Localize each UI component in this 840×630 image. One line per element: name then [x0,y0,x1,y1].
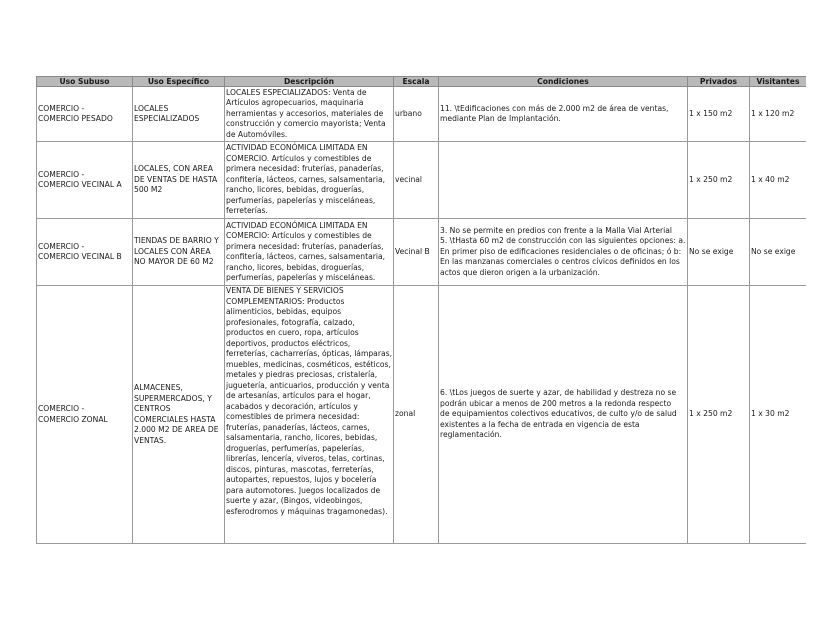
cell-privados: 1 x 150 m2 [688,87,750,142]
cell-subuso: COMERCIO - COMERCIO ZONAL [37,286,133,544]
cell-especifico: LOCALES, CON AREA DE VENTAS DE HASTA 500 M2 [133,142,225,219]
cell-escala: zonal [394,286,439,544]
table-row [37,286,807,544]
cell-visitantes: 1 x 30 m2 [750,286,807,544]
header-escala: Escala [394,77,439,87]
cell-visitantes: No se exige [750,219,807,286]
header-condiciones: Condiciones [439,77,688,87]
cell-especifico: LOCALES ESPECIALIZADOS [133,87,225,142]
cell-descripcion: LOCALES ESPECIALIZADOS: Venta de Artículos agropecuarios, maquinaria herramientas y accesorios, materiales de construcción y comercio mayorista; Venta de Automóviles. [225,87,394,142]
header-descripcion: Descripción [225,77,394,87]
cell-escala: vecinal [394,142,439,219]
cell-condiciones: 3. No se permite en predios con frente a la Malla Vial Arterial 5. \tHasta 60 m2 de construcción con las siguientes opciones: a. En primer piso de edificaciones residenciales o de oficinas; ó b: En las manzanas comerciales o centros cívicos definidos en los actos que dieron origen a la urbanización. [439,219,688,286]
cell-especifico: TIENDAS DE BARRIO Y LOCALES CON ÁREA NO MAYOR DE 60 M2 [133,219,225,286]
cell-subuso: COMERCIO - COMERCIO PESADO [37,87,133,142]
cell-escala: Vecinal B [394,219,439,286]
cell-privados: No se exige [688,219,750,286]
cell-privados: 1 x 250 m2 [688,142,750,219]
cell-descripcion: VENTA DE BIENES Y SERVICIOS COMPLEMENTARIOS: Productos alimenticios, bebidas, equipos profesionales, fotografía, calzado, productos en cuero, ropa, artículos deportivos, productos eléctricos, ferreterías, cacharrerías, ópticas, lámparas, muebles, medicinas, cosméticos, estéticos, metales y piedras preciosas, cristalería, juguetería, anticuarios, producción y venta de artesanías, artículos para el hogar, acabados y decoración, artículos y comestibles de primera necesidad: fruterías, panaderías, lácteos, carnes, salsamentaria, rancho, licores, bebidas, droguerías, perfumerías, papelerías, librerías, lencería, viveros, telas, cortinas, discos, pinturas, mascotas, ferreterías, autopartes, repuestos, lujos y bocelería para automotores. Juegos localizados de suerte y azar, (Bingos, videobingos, esferodromos y máquinas tragamonedas). [225,286,394,544]
cell-visitantes: 1 x 120 m2 [750,87,807,142]
header-uso-especifico: Uso Específico [133,77,225,87]
header-uso-subuso: Uso Subuso [37,77,133,87]
cell-subuso: COMERCIO - COMERCIO VECINAL A [37,142,133,219]
cell-subuso: COMERCIO - COMERCIO VECINAL B [37,219,133,286]
cell-visitantes: 1 x 40 m2 [750,142,807,219]
land-use-table [36,76,806,544]
header-visitantes: Visitantes [750,77,807,87]
cell-condiciones: 6. \tLos juegos de suerte y azar, de habilidad y destreza no se podrán ubicar a menos de 200 metros a la redonda respecto de equipamientos colectivos educativos, de culto y/o de salud existentes a la fecha de entrada en vigencia de esta reglamentación. [439,286,688,544]
cell-escala: urbano [394,87,439,142]
table-row [37,142,807,219]
header-privados: Privados [688,77,750,87]
table-row [37,219,807,286]
cell-condiciones [439,142,688,219]
table-row [37,87,807,142]
cell-privados: 1 x 250 m2 [688,286,750,544]
cell-especifico: ALMACENES, SUPERMERCADOS, Y CENTROS COMERCIALES HASTA 2.000 M2 DE AREA DE VENTAS. [133,286,225,544]
cell-condiciones: 11. \tEdificaciones con más de 2.000 m2 de área de ventas, mediante Plan de Implantación. [439,87,688,142]
document-page [36,76,806,552]
table-header-row [37,77,807,87]
cell-descripcion: ACTIVIDAD ECONÓMICA LIMITADA EN COMERCIO. Artículos y comestibles de primera necesidad: fruterías, panaderías, confitería, lácteos, carnes, salsamentaria, rancho, licores, bebidas, droguerías, perfumerías, papelerías y misceláneas, ferreterías. [225,142,394,219]
cell-descripcion: ACTIVIDAD ECONÓMICA LIMITADA EN COMERCIO: Artículos y comestibles de primera necesidad: fruterías, panaderías, confitería, lácteos, carnes, salsamentaria, rancho, licores, bebidas, droguerías, perfumerías, papelerías y misceláneas. [225,219,394,286]
